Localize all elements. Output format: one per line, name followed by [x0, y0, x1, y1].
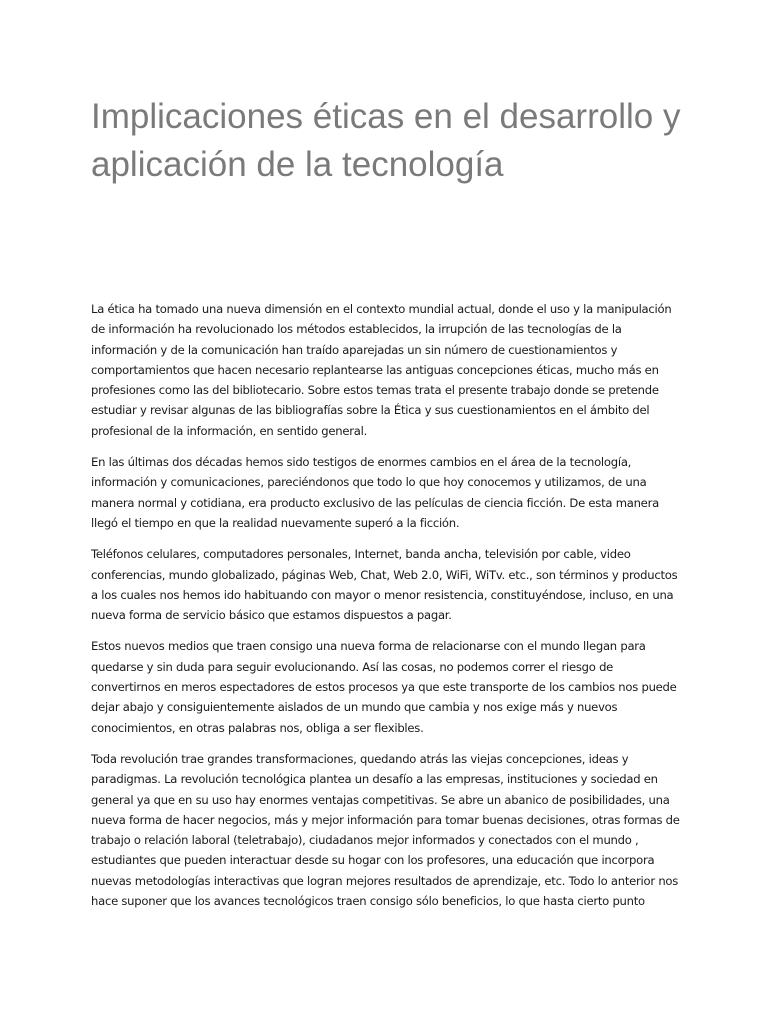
paragraph-devices: Teléfonos celulares, computadores personales, Internet, banda ancha, televisión por cable, video conferencias, mundo globalizado, páginas Web, Chat, Web 2.0, WiFi, WiTv. etc., son términos y productos a los cuales nos hemos ido habituando con mayor o menor resistencia, constituyéndose, incluso, en una nueva forma de servicio básico que estamos dispuestos a pagar.: [91, 547, 678, 623]
paragraph-intro: La ética ha tomado una nueva dimensión en el contexto mundial actual, donde el uso y la manipulación de información ha revolucionado los métodos establecidos, la irrupción de las tecnologías de la información y de la comunicación han traído aparejadas un sin número de cuestionamientos y comportamientos que hacen necesario replantearse las antiguas concepciones éticas, mucho más en profesiones como las del bibliotecario. Sobre estos temas trata el presente trabajo donde se pretende estudiar y revisar algunas de las bibliografías sobre la Ética y sus cuestionamientos en el ámbito del profesional de la información, en sentido general.: [91, 302, 672, 438]
paragraph-revolution: Toda revolución trae grandes transformaciones, quedando atrás las viejas concepciones, ideas y paradigmas. La revolución tecnológica plantea un desafío a las empresas, instituciones y sociedad en general ya que en su uso hay enormes ventajas competitivas. Se abre un abanico de posibilidades, una nueva forma de hacer negocios, más y mejor información para tomar buenas decisiones, otras formas de trabajo o relación laboral (teletrabajo), ciudadanos mejor informados y conectados con el mundo , estudiantes que pueden interactuar desde su hogar con los profesores, una educación que incorpora nuevas metodologías interactivas que logran mejores resultados de aprendizaje, etc. Todo lo anterior nos hace suponer que los avances tecnológicos traen consigo sólo beneficios, lo que hasta cierto punto: [91, 751, 680, 909]
document-title: Implicaciones éticas en el desarrollo y aplicación de la tecnología: [91, 97, 681, 184]
paragraph-decades: En las últimas dos décadas hemos sido testigos de enormes cambios en el área de la tecnología, información y comunicaciones, pareciéndonos que todo lo que hoy conocemos y utilizamos, de una manera normal y cotidiana, era producto exclusivo de las películas de ciencia ficción. De esta manera llegó el tiempo en que la realidad nuevamente superó a la ficción.: [91, 455, 659, 530]
document-body: [91, 299, 681, 922]
paragraph-new-media: Estos nuevos medios que traen consigo una nueva forma de relacionarse con el mundo llegan para quedarse y sin duda para seguir evolucionando. Así las cosas, no podemos correr el riesgo de convertirnos en meros espectadores de estos procesos ya que este transporte de los cambios nos puede dejar abajo y consiguientemente aislados de un mundo que cambia y nos exige más y nuevos conocimientos, en otras palabras nos, obliga a ser flexibles.: [91, 639, 677, 735]
